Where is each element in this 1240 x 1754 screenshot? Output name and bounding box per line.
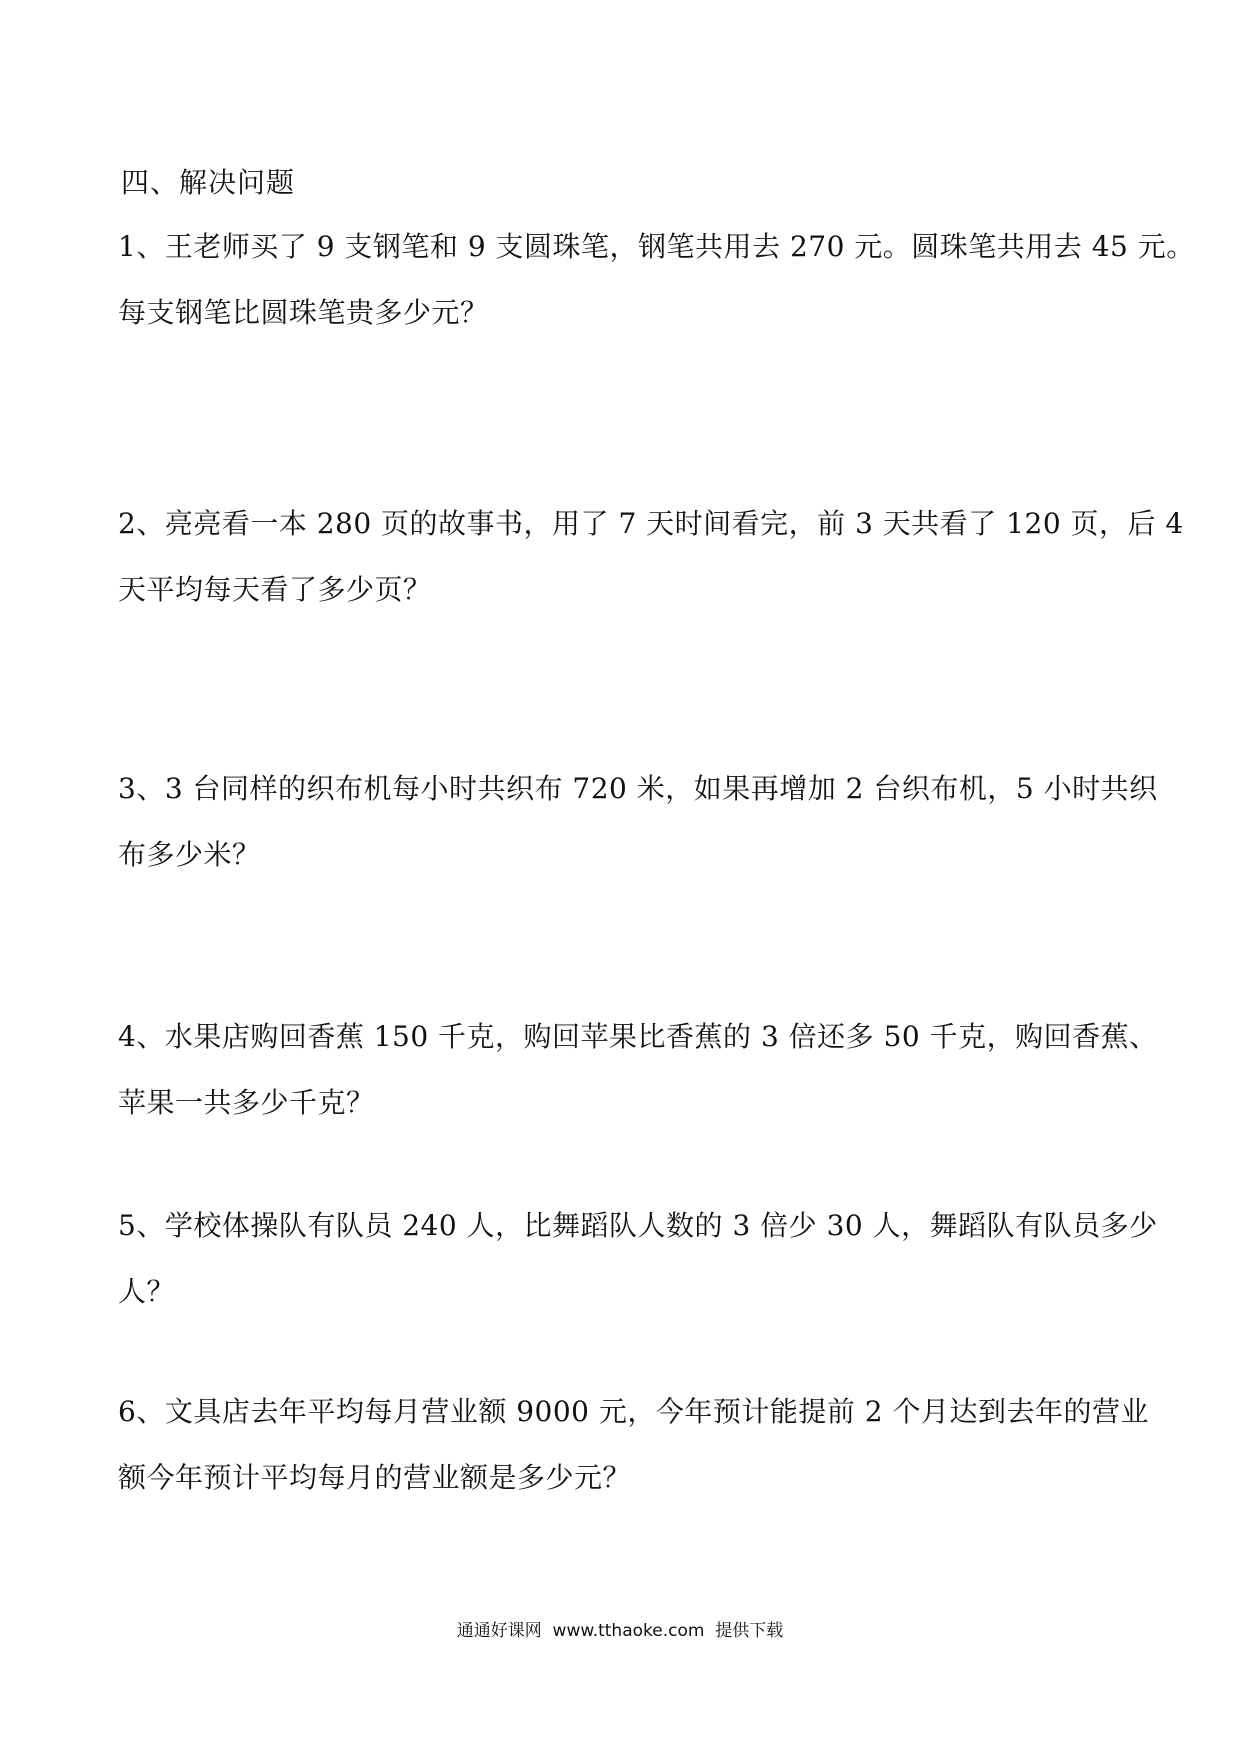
problem-line: 人？ bbox=[118, 1275, 176, 1308]
problem-4 bbox=[118, 1004, 1158, 1136]
problem-line: 5、学校体操队有队员 240 人，比舞蹈队人数的 3 倍少 30 人，舞蹈队有队员多少 bbox=[118, 1209, 1158, 1242]
footer-source: 通通好课网 www.tthaoke.com 提供下载 bbox=[456, 1621, 784, 1641]
section-title: 四、解决问题 bbox=[121, 166, 296, 199]
problem-line: 每支钢笔比圆珠笔贵多少元？ bbox=[118, 296, 489, 329]
problem-line: 3、3 台同样的织布机每小时共织布 720 米，如果再增加 2 台织布机，5 小时共织 bbox=[118, 772, 1158, 805]
problem-6 bbox=[118, 1379, 1149, 1511]
problem-line: 额今年预计平均每月的营业额是多少元？ bbox=[118, 1461, 632, 1494]
problem-line: 2、亮亮看一本 280 页的故事书，用了 7 天时间看完，前 3 天共看了 120 页，后 4 bbox=[118, 507, 1184, 540]
problem-line: 苹果一共多少千克？ bbox=[118, 1086, 375, 1119]
problem-line: 布多少米？ bbox=[118, 838, 261, 871]
problem-5 bbox=[118, 1193, 1158, 1325]
problem-line: 1、王老师买了 9 支钢笔和 9 支圆珠笔，钢笔共用去 270 元。圆珠笔共用去 45 元。 bbox=[118, 230, 1195, 263]
problem-2 bbox=[118, 491, 1184, 623]
problem-line: 天平均每天看了多少页？ bbox=[118, 573, 432, 606]
problem-3 bbox=[118, 756, 1158, 888]
problem-1 bbox=[118, 214, 1195, 346]
problem-line: 6、文具店去年平均每月营业额 9000 元，今年预计能提前 2 个月达到去年的营业 bbox=[118, 1395, 1149, 1428]
problem-line: 4、水果店购回香蕉 150 千克，购回苹果比香蕉的 3 倍还多 50 千克，购回香蕉、 bbox=[118, 1020, 1158, 1053]
